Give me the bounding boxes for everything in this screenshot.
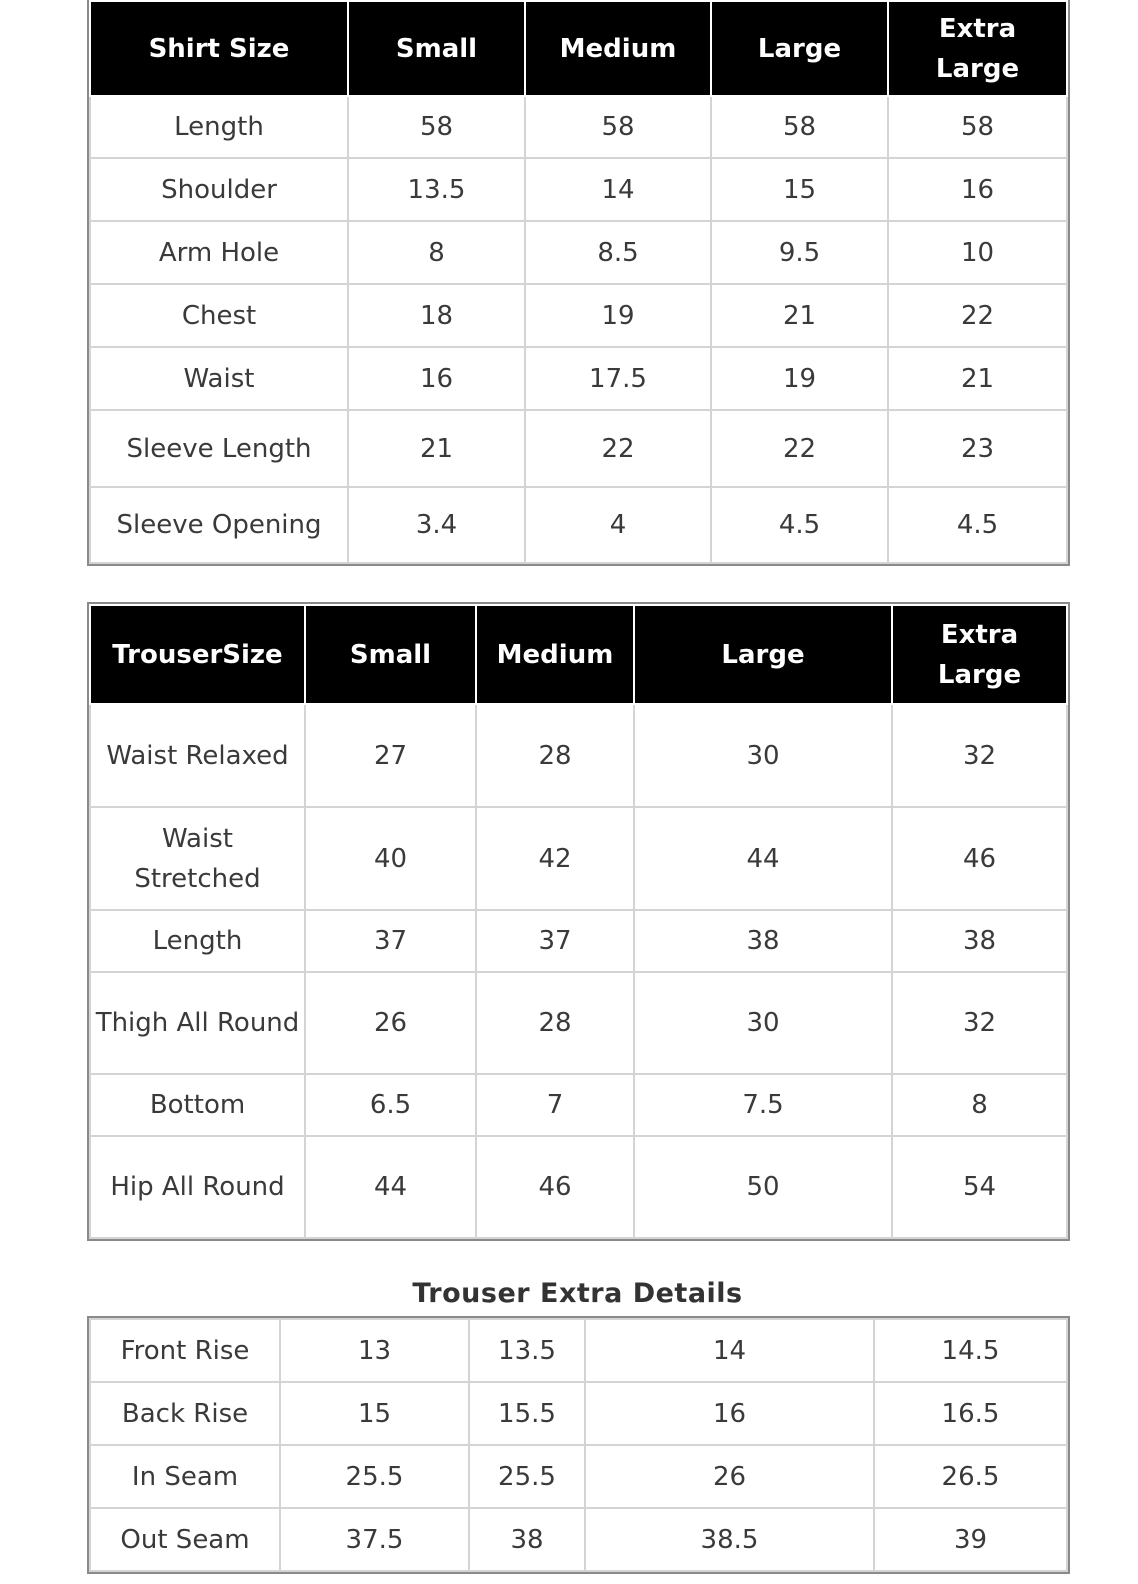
shirt-row-label: Chest: [90, 284, 348, 347]
trouser-cell: 7.5: [634, 1074, 892, 1136]
shirt-cell: 8.5: [525, 221, 711, 284]
extra-cell: 39: [874, 1508, 1067, 1571]
trouser-cell: 27: [305, 704, 476, 807]
trouser-row-label: Waist Stretched: [90, 807, 305, 910]
shirt-cell: 16: [888, 158, 1067, 221]
trouser-row: [90, 972, 1067, 1074]
shirt-cell: 58: [711, 96, 888, 158]
trouser-cell: 30: [634, 704, 892, 807]
trouser-row-label: Length: [90, 910, 305, 972]
shirt-row-label: Sleeve Opening: [90, 487, 348, 563]
trouser-cell: 32: [892, 704, 1067, 807]
trouser-row: [90, 1136, 1067, 1238]
trouser-header-small: Small: [305, 605, 476, 704]
trouser-header-large: Large: [634, 605, 892, 704]
trouser-cell: 42: [476, 807, 634, 910]
trouser-row-label: Bottom: [90, 1074, 305, 1136]
shirt-cell: 22: [888, 284, 1067, 347]
extra-cell: 14.5: [874, 1319, 1067, 1382]
extra-cell: 37.5: [280, 1508, 469, 1571]
extra-cell: 38: [469, 1508, 585, 1571]
trouser-cell: 8: [892, 1074, 1067, 1136]
extra-cell: 25.5: [280, 1445, 469, 1508]
extra-cell: 26: [585, 1445, 874, 1508]
trouser-row-label: Waist Relaxed: [90, 704, 305, 807]
shirt-row: [90, 347, 1067, 410]
shirt-cell: 14: [525, 158, 711, 221]
shirt-cell: 9.5: [711, 221, 888, 284]
shirt-cell: 58: [348, 96, 525, 158]
shirt-cell: 19: [711, 347, 888, 410]
extra-row: [90, 1445, 1067, 1508]
trouser-cell: 54: [892, 1136, 1067, 1238]
extra-row: [90, 1319, 1067, 1382]
trouser-cell: 46: [892, 807, 1067, 910]
shirt-cell: 22: [711, 410, 888, 487]
extra-cell: 15.5: [469, 1382, 585, 1445]
extra-row-label: Back Rise: [90, 1382, 280, 1445]
trouser-cell: 26: [305, 972, 476, 1074]
shirt-cell: 16: [348, 347, 525, 410]
trouser-cell: 44: [305, 1136, 476, 1238]
shirt-row: [90, 96, 1067, 158]
shirt-header-medium: Medium: [525, 1, 711, 96]
extra-cell: 15: [280, 1382, 469, 1445]
shirt-row: [90, 221, 1067, 284]
shirt-cell: 10: [888, 221, 1067, 284]
shirt-cell: 58: [525, 96, 711, 158]
extra-cell: 16: [585, 1382, 874, 1445]
trouser-cell: 30: [634, 972, 892, 1074]
trouser-header-row: [90, 605, 1067, 704]
extra-row: [90, 1382, 1067, 1445]
extra-cell: 13: [280, 1319, 469, 1382]
trouser-row: [90, 910, 1067, 972]
trouser-header-medium: Medium: [476, 605, 634, 704]
trouser-row: [90, 807, 1067, 910]
trouser-cell: 38: [892, 910, 1067, 972]
shirt-cell: 17.5: [525, 347, 711, 410]
shirt-row: [90, 158, 1067, 221]
extra-row-label: In Seam: [90, 1445, 280, 1508]
shirt-cell: 22: [525, 410, 711, 487]
extra-cell: 25.5: [469, 1445, 585, 1508]
shirt-size-table: [89, 0, 1068, 564]
shirt-row: [90, 487, 1067, 563]
shirt-cell: 4.5: [888, 487, 1067, 563]
extra-cell: 14: [585, 1319, 874, 1382]
shirt-cell: 18: [348, 284, 525, 347]
extra-cell: 13.5: [469, 1319, 585, 1382]
shirt-row-label: Length: [90, 96, 348, 158]
shirt-cell: 15: [711, 158, 888, 221]
shirt-header-large: Large: [711, 1, 888, 96]
shirt-cell: 21: [348, 410, 525, 487]
shirt-row-label: Shoulder: [90, 158, 348, 221]
extra-cell: 26.5: [874, 1445, 1067, 1508]
trouser-cell: 46: [476, 1136, 634, 1238]
trouser-cell: 28: [476, 972, 634, 1074]
shirt-cell: 21: [888, 347, 1067, 410]
shirt-header-extra-large: Extra Large: [888, 1, 1067, 96]
shirt-cell: 58: [888, 96, 1067, 158]
trouser-cell: 28: [476, 704, 634, 807]
shirt-cell: 23: [888, 410, 1067, 487]
trouser-row: [90, 1074, 1067, 1136]
shirt-cell: 19: [525, 284, 711, 347]
trouser-cell: 40: [305, 807, 476, 910]
trouser-extra-details-table: [89, 1318, 1068, 1572]
extra-row-label: Front Rise: [90, 1319, 280, 1382]
trouser-cell: 37: [305, 910, 476, 972]
shirt-row-label: Arm Hole: [90, 221, 348, 284]
shirt-cell: 3.4: [348, 487, 525, 563]
shirt-cell: 4: [525, 487, 711, 563]
shirt-cell: 4.5: [711, 487, 888, 563]
trouser-row: [90, 704, 1067, 807]
extra-row: [90, 1508, 1067, 1571]
trouser-row-label: Hip All Round: [90, 1136, 305, 1238]
extra-cell: 38.5: [585, 1508, 874, 1571]
extra-cell: 16.5: [874, 1382, 1067, 1445]
trouser-cell: 38: [634, 910, 892, 972]
trouser-cell: 37: [476, 910, 634, 972]
shirt-row: [90, 284, 1067, 347]
shirt-cell: 21: [711, 284, 888, 347]
shirt-header-small: Small: [348, 1, 525, 96]
trouser-cell: 32: [892, 972, 1067, 1074]
extra-details-title: Trouser Extra Details: [412, 1278, 743, 1309]
trouser-cell: 50: [634, 1136, 892, 1238]
shirt-row-label: Waist: [90, 347, 348, 410]
trouser-cell: 7: [476, 1074, 634, 1136]
shirt-row-label: Sleeve Length: [90, 410, 348, 487]
trouser-cell: 44: [634, 807, 892, 910]
shirt-header-size: Shirt Size: [90, 1, 348, 96]
trouser-size-table: [89, 604, 1068, 1239]
trouser-cell: 6.5: [305, 1074, 476, 1136]
shirt-header-row: [90, 1, 1067, 96]
shirt-row: [90, 410, 1067, 487]
extra-row-label: Out Seam: [90, 1508, 280, 1571]
trouser-row-label: Thigh All Round: [90, 972, 305, 1074]
shirt-cell: 8: [348, 221, 525, 284]
trouser-header-size: TrouserSize: [90, 605, 305, 704]
trouser-header-extra-large: Extra Large: [892, 605, 1067, 704]
shirt-cell: 13.5: [348, 158, 525, 221]
